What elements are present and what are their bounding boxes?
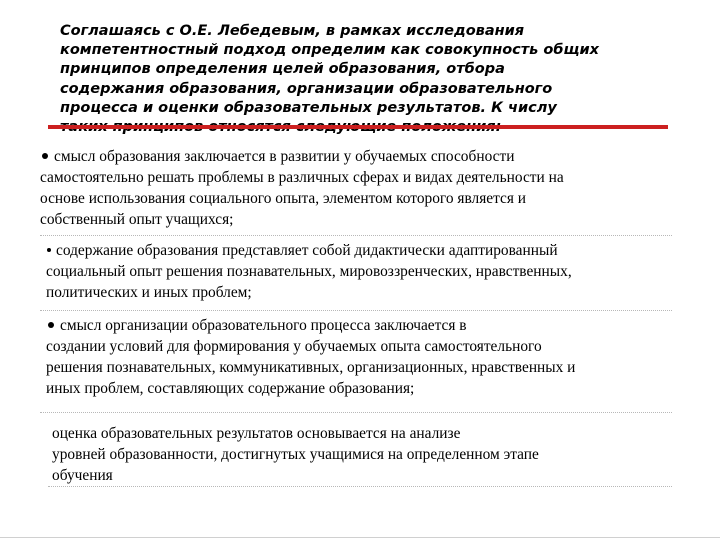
list-item-process-organization	[46, 315, 686, 399]
divider	[40, 412, 672, 413]
divider	[40, 235, 672, 236]
point-line: самостоятельно решать проблемы в различных сферах и видах деятельности на	[40, 169, 564, 186]
list-item-education-meaning	[40, 146, 680, 230]
point-line: собственный опыт учащихся;	[40, 211, 234, 228]
bottom-rule	[0, 537, 720, 538]
point-line: смысл образования заключается в развитии у обучаемых способности	[54, 148, 515, 165]
heading-line: процесса и оценки образовательных результатов. К числу	[60, 99, 557, 116]
heading-line: компетентностный подход определим как совокупность общих	[60, 42, 600, 59]
point-line: смысл организации образовательного процесса заключается в	[60, 317, 467, 334]
bullet-icon	[47, 248, 51, 252]
bullet-icon	[42, 153, 48, 159]
point-line: оценка образовательных результатов основывается на анализе	[52, 425, 461, 442]
point-line: создании условий для формирования у обучаемых опыта самостоятельного	[46, 338, 542, 355]
point-line: обучения	[52, 467, 113, 484]
heading-line: принципов определения целей образования, отбора	[60, 61, 505, 78]
list-item-results-assessment	[52, 423, 652, 486]
point-line: основе использования социального опыта, элементом которого является и	[40, 190, 527, 207]
divider	[48, 486, 672, 487]
point-line: решения познавательных, коммуникативных, организационных, нравственных и	[46, 359, 576, 376]
point-line: содержание образования представляет собой дидактически адаптированный	[56, 242, 558, 259]
point-line: уровней образованности, достигнутых учащимися на определенном этапе	[52, 446, 539, 463]
point-line: политических и иных проблем;	[46, 284, 252, 301]
slide-heading	[60, 22, 660, 137]
heading-line: Соглашаясь с О.Е. Лебедевым, в рамках исследования	[60, 23, 525, 39]
bullet-icon	[48, 322, 54, 328]
accent-line	[48, 125, 668, 129]
point-line: социальный опыт решения познавательных, мировоззренческих, нравственных,	[46, 263, 572, 280]
divider	[40, 310, 672, 311]
list-item-education-content	[46, 240, 686, 303]
heading-line: содержания образования, организации образовательного	[60, 80, 553, 97]
point-line: иных проблем, составляющих содержание образования;	[46, 380, 415, 397]
